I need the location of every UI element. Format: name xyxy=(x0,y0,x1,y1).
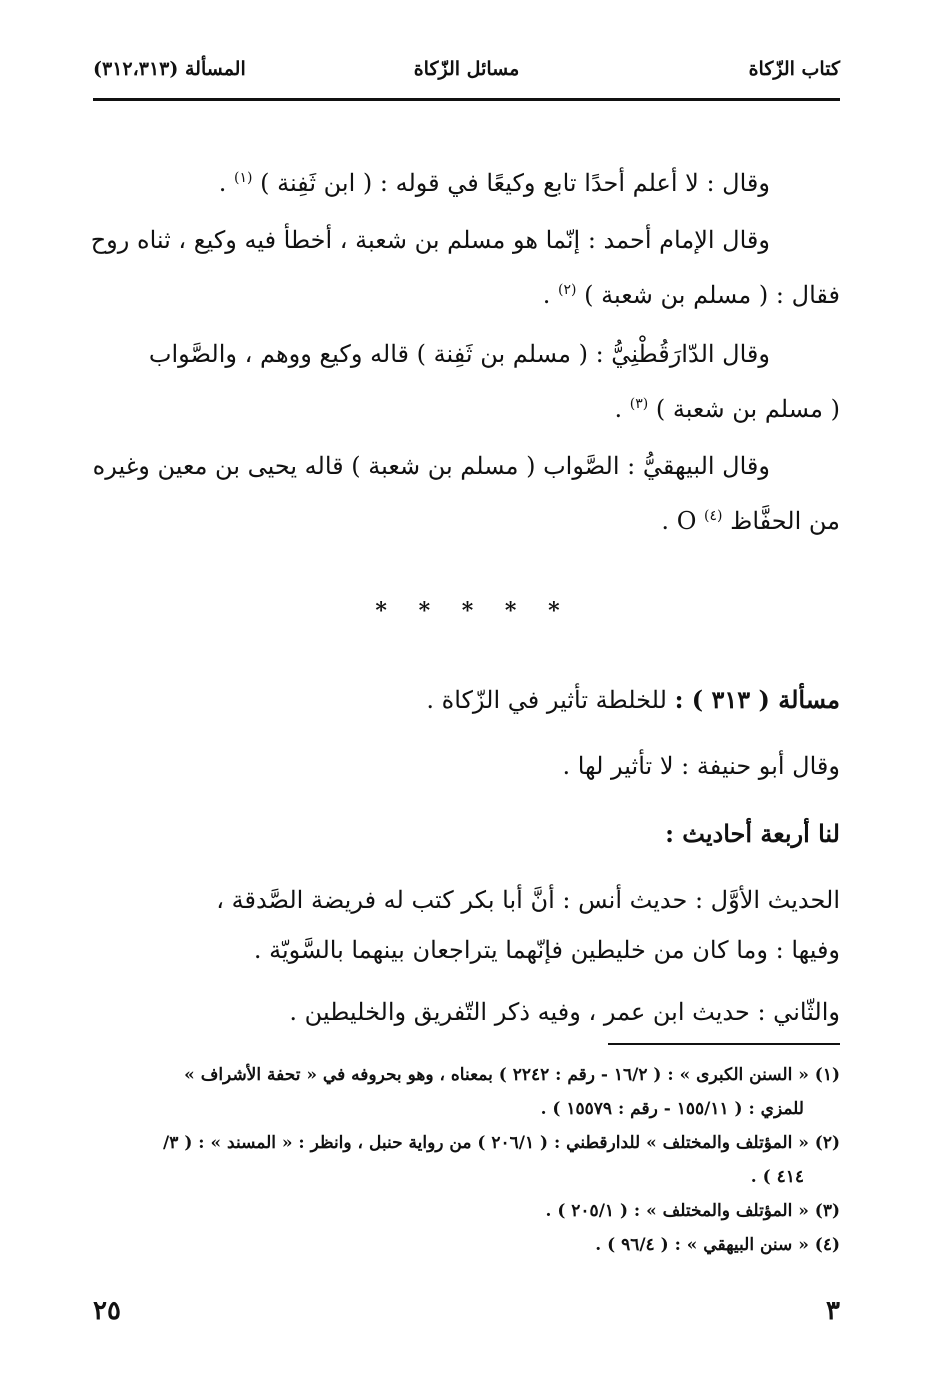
paragraph-line: وفيها : وما كان من خليطين فإنّهما يتراجعان بينهما بالسَّويّة . xyxy=(253,936,840,964)
hadith-1 xyxy=(93,872,840,978)
footnote-ref: (٢) xyxy=(558,282,577,298)
masala-label: مسألة ( ٣١٣ ) : xyxy=(674,685,840,714)
paragraph-end: . xyxy=(614,395,623,423)
header-rule xyxy=(93,98,840,101)
paragraph-text: فقال : ( مسلم بن شعبة ) xyxy=(584,281,840,309)
paragraph-2 xyxy=(90,212,840,323)
footnote-1: (١) « السنن الكبرى » : ( ١٦/٢ - رقم : ٢٢٤٢ ) بمعناه ، وهو بحروفه في « تحفة الأشراف » xyxy=(184,1065,840,1085)
footnote-3: (٣) « المؤتلف والمختلف » : ( ٢٠٥/١ ) . xyxy=(545,1201,840,1221)
paragraph-text: من الحفَّاظ xyxy=(730,507,840,535)
paragraph-text: لنا أربعة أحاديث : xyxy=(665,819,840,848)
footnote-2-continued: ٤١٤ ) . xyxy=(750,1167,804,1187)
paragraph-text: وقال أبو حنيفة : لا تأثير لها . xyxy=(562,752,840,780)
paragraph-line: الحديث الأوَّل : حديث أنس : أنَّ أبا بكر كتب له فريضة الصَّدقة ، xyxy=(216,886,840,914)
book-title: كتاب الزّكاة xyxy=(748,58,840,80)
masala-heading xyxy=(93,672,840,728)
hadith-2 xyxy=(93,984,840,1040)
paragraph-end: O . xyxy=(661,507,697,535)
paragraph-line: وقال الإمام أحمد : إنّما هو مسلم بن شعبة ، أخطأ فيه وكيع ، ثناه روح xyxy=(90,226,770,254)
paragraph-end: . xyxy=(218,169,227,197)
paragraph-3 xyxy=(93,326,840,437)
footnote-ref: (٤) xyxy=(704,508,723,524)
running-head xyxy=(93,58,840,92)
paragraph-line: وقال الدّارَقُطْنِيُّ : ( مسلم بن ثَفِنة ) قاله وكيع ووهم ، والصَّواب xyxy=(148,340,770,368)
footnote-rule xyxy=(608,1043,840,1045)
section-separator: * * * * * xyxy=(375,598,572,624)
paragraph-text: والثّاني : حديث ابن عمر ، وفيه ذكر التّفريق والخليطين . xyxy=(289,998,840,1026)
paragraph-text: ( مسلم بن شعبة ) xyxy=(655,395,840,423)
footnote-1-continued: للمزي : ( ١٥٥/١١ - رقم : ١٥٥٧٩ ) . xyxy=(540,1099,804,1119)
page-number-left: ٢٥ xyxy=(93,1296,121,1326)
issue-number: المسألة (٣١٢،٣١٣) xyxy=(93,58,246,80)
lana-line xyxy=(93,806,840,862)
paragraph-text: وقال : لا أعلم أحدًا تابع وكيعًا في قوله : ( ابن ثَفِنة ) xyxy=(260,169,770,197)
masala-text: للخلطة تأثير في الزّكاة . xyxy=(426,686,667,714)
abu-hanifa-line xyxy=(93,738,840,794)
footnote-2: (٢) « المؤتلف والمختلف » للدارقطني : ( ٢٠٦/١ ) من رواية حنبل ، وانظر : « المسند » : ( ٣/ xyxy=(163,1133,840,1153)
page-number-right: ٣ xyxy=(826,1296,840,1326)
paragraph-4 xyxy=(93,438,840,549)
footnote-ref: (٣) xyxy=(629,396,649,412)
footnotes xyxy=(93,1058,840,1262)
paragraph-line: وقال البيهقيُّ : الصَّواب ( مسلم بن شعبة ) قاله يحيى بن معين وغيره xyxy=(92,452,770,480)
footnote-ref: (١) xyxy=(233,170,253,186)
chapter-title: مسائل الزّكاة xyxy=(413,58,520,80)
paragraph-end: . xyxy=(542,281,551,309)
footnote-4: (٤) « سنن البيهقي » : ( ٩٦/٤ ) . xyxy=(595,1235,840,1255)
paragraph-1 xyxy=(93,150,840,211)
